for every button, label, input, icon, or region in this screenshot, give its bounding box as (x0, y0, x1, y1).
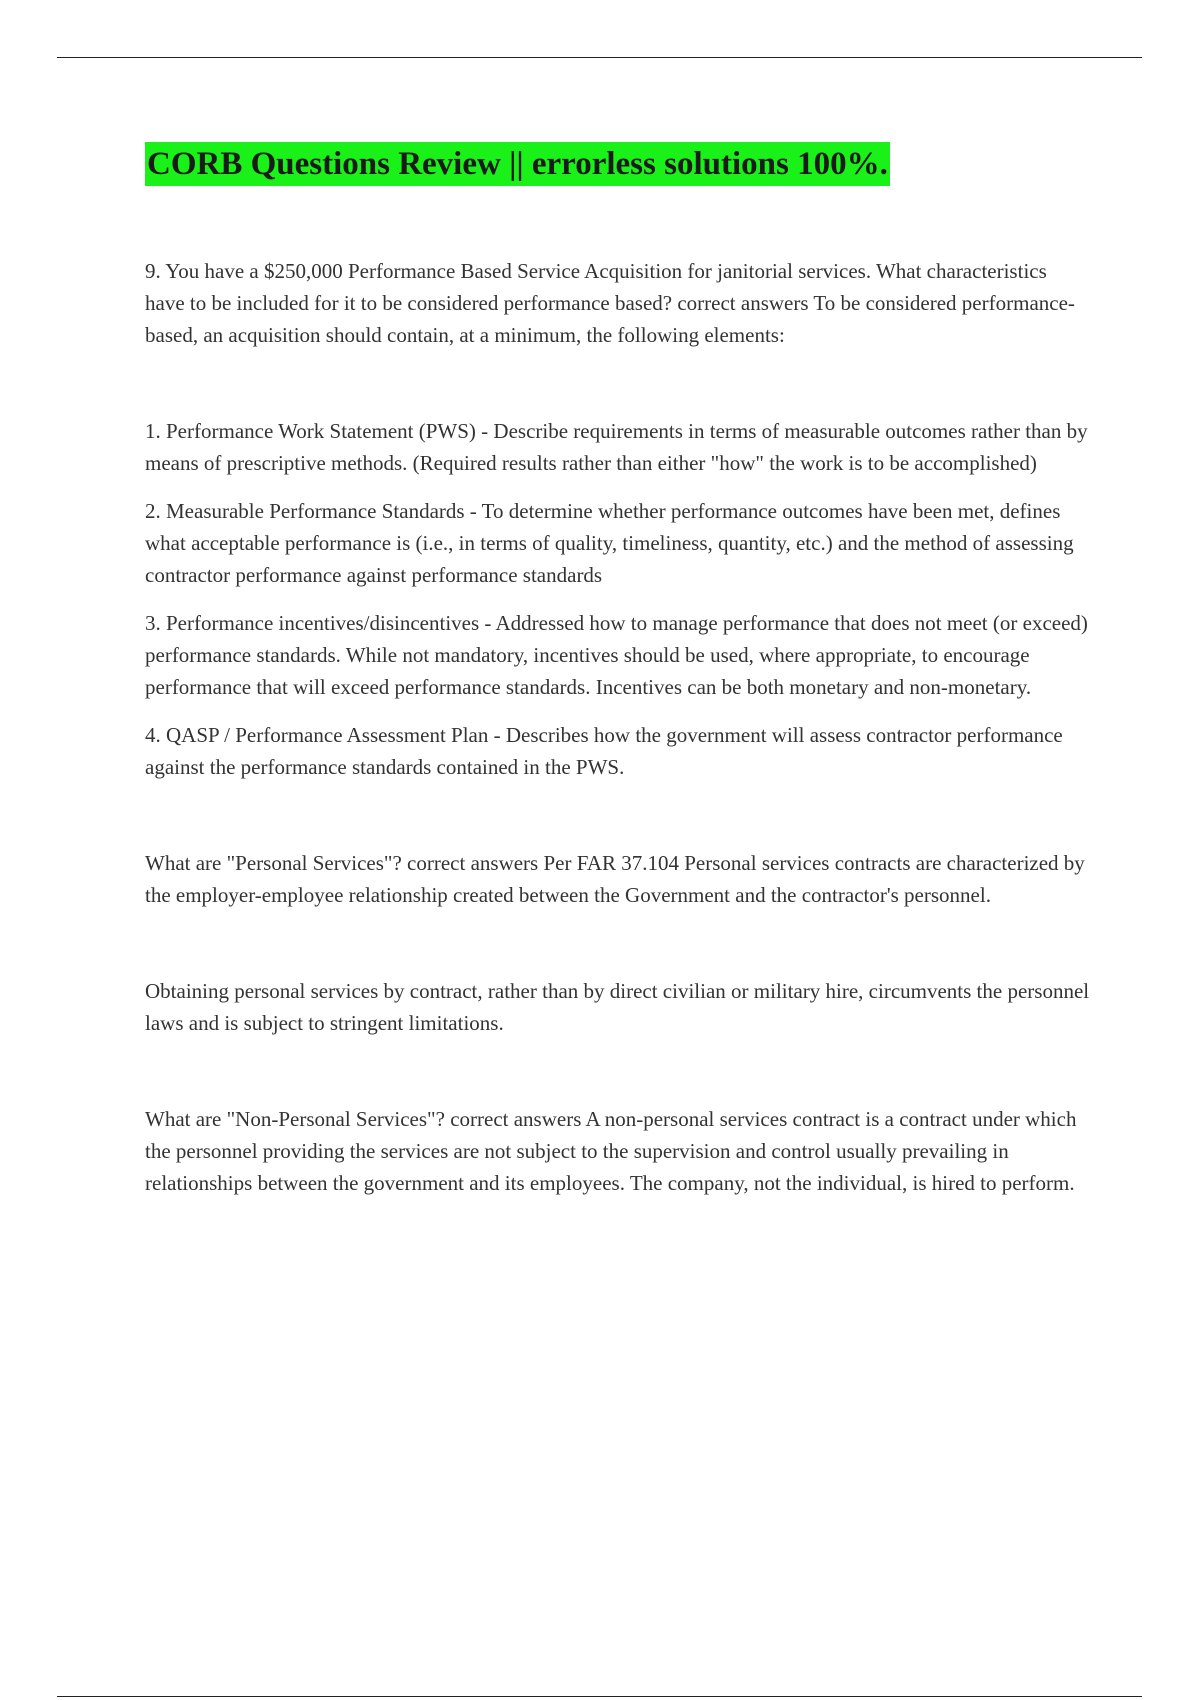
page-bottom-rule (57, 1696, 1142, 1697)
element-pws-paragraph: 1. Performance Work Statement (PWS) - Describe requirements in terms of measurable outcomes rather than by means of prescriptive methods. (Required results rather than either "how" the work is to be accomplished) (145, 419, 1088, 475)
element-qasp-paragraph: 4. QASP / Performance Assessment Plan - Describes how the government will assess contractor performance against the performance standards contained in the PWS. (145, 723, 1063, 779)
document-body (145, 255, 1090, 1199)
personal-services-paragraph: What are "Personal Services"? correct answers Per FAR 37.104 Personal services contracts are characterized by the employer-employee relationship created between the Government and the contractor's personnel. (145, 851, 1085, 907)
question-9-paragraph: 9. You have a $250,000 Performance Based Service Acquisition for janitorial services. What characteristics have to be included for it to be considered performance based? correct answers To be considered performance-based, an acquisition should contain, at a minimum, the following elements: (145, 259, 1075, 347)
element-incentives-paragraph: 3. Performance incentives/disincentives - Addressed how to manage performance that does not meet (or exceed) performance standards. While not mandatory, incentives should be used, where appropriate, to encourage performance that will exceed performance standards. Incentives can be both monetary and non-monetary. (145, 611, 1088, 699)
non-personal-services-paragraph: What are "Non-Personal Services"? correct answers A non-personal services contract is a contract under which the personnel providing the services are not subject to the supervision and control usually prevailing in relationships between the government and its employees. The company, not the individual, is hired to perform. (145, 1107, 1077, 1195)
element-standards-paragraph: 2. Measurable Performance Standards - To determine whether performance outcomes have been met, defines what acceptable performance is (i.e., in terms of quality, timeliness, quantity, etc.) and the method of assessing contractor performance against performance standards (145, 499, 1074, 587)
document-title: CORB Questions Review || errorless solutions 100%. (145, 142, 890, 186)
personal-services-note-paragraph: Obtaining personal services by contract, rather than by direct civilian or military hire, circumvents the personnel laws and is subject to stringent limitations. (145, 979, 1090, 1035)
page-top-rule (57, 57, 1142, 58)
